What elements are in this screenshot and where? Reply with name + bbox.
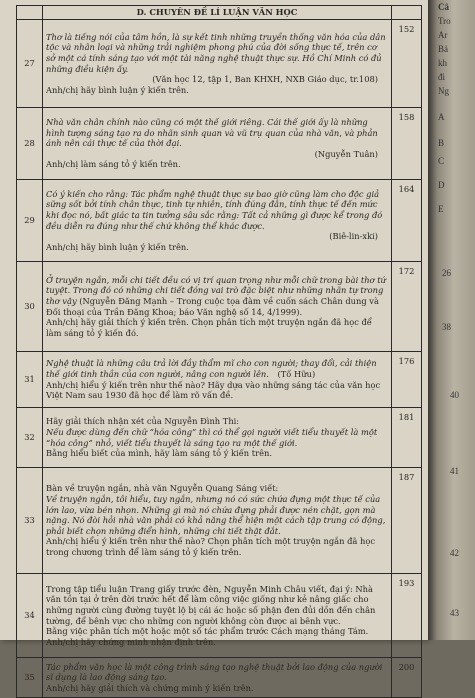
task-text: Anh/chị hãy giải thích và chứng minh ý kiến trên.: [46, 682, 254, 693]
quote-source: (Biê-lin-xki): [329, 231, 378, 242]
row-content: [43, 658, 392, 698]
table-row: [17, 658, 422, 698]
quote-text: Ở truyện ngắn, mỗi chi tiết đều có vị trí quan trọng như mỗi chữ trong bài thơ tứ tuyệt. Trong đó có những chi tiết đóng vai trò đặc biệt như những nhãn tự trong thơ vậy: [46, 274, 386, 306]
adjacent-page-edge: [428, 0, 475, 640]
page-number: 200: [392, 658, 422, 698]
lead-text: Trong tập tiểu luận Trang giấy trước đèn, Nguyễn Minh Châu viết, đại ý: Nhà văn tồn tại ở trên đời trước hết để làm công việc giống như kẻ nâng giấc cho những người cùng đường tuyệt lộ bị cái ác hoặc số phận đen đủi dồn đến chân tường, để bênh vực cho những con người không còn được ai bênh vực.: [46, 583, 376, 626]
adjacent-text-fragment: 41: [450, 466, 459, 476]
table-row: [17, 180, 422, 262]
page-number: 152: [392, 20, 422, 108]
page-number: 158: [392, 108, 422, 180]
adjacent-text-fragment: Ng: [438, 86, 449, 96]
quote-text: Thơ là tiếng nói của tâm hồn, là sự kết tinh những truyền thống văn hóa của dân tộc và nhân loại và những trải nghiệm phong phú của đời sống thực tế, trên cơ sở một cá tính sáng tạo với một tài năng nghệ thuật thực sự. Hồ Chí Minh có đủ những điều kiện ấy.: [46, 31, 386, 74]
quote-text: Về truyện ngắn, tôi hiểu, tuy ngắn, nhưng nó có sức chứa đựng một thực tế của lớn lao, vừa bén nhọn. Những gì mà nó chứa đựng phải được nén chặt, gọn mà nặng. Nó đòi hỏi nhà văn phải có khả năng thể hiện một cách tập trung có động, phải biết chọn những điển hình, những chi tiết thật đắt.: [46, 494, 386, 536]
adjacent-text-fragment: đi: [438, 72, 446, 82]
row-number: 30: [17, 262, 43, 352]
row-content: [43, 574, 392, 658]
page-number: 193: [392, 574, 422, 658]
row-content: [43, 108, 392, 180]
topics-table: [16, 5, 422, 698]
lead-text: Hãy giải thích nhận xét của Nguyễn Đình Thi:: [46, 416, 240, 427]
row-number: 33: [17, 468, 43, 574]
quote-source: (Tố Hữu): [277, 368, 316, 379]
page-number: 172: [392, 262, 422, 352]
adjacent-text-fragment: 38: [442, 322, 451, 332]
adjacent-text-fragment: Ar: [438, 30, 448, 40]
adjacent-text-fragment: E: [438, 204, 444, 214]
quote-source: (Nguyễn Tuân): [314, 148, 378, 159]
lead-text: Bàn về truyện ngắn, nhà văn Nguyễn Quang Sáng viết:: [46, 483, 279, 494]
quote-text: Tác phẩm văn học là một công trình sáng tạo nghệ thuật bởi lao động của người sĩ dụng là lao động sáng tạo.: [46, 661, 383, 683]
adjacent-text-fragment: C: [438, 156, 445, 166]
task-text: Bằng việc phân tích một hoặc một số tác phẩm trước Cách mạng tháng Tám. Anh/chị hãy chứng minh nhận định trên.: [46, 626, 369, 647]
adjacent-text-fragment: Tro: [438, 16, 451, 26]
row-content: [43, 352, 392, 408]
task-text: Anh/chị làm sáng tỏ ý kiến trên.: [46, 159, 181, 170]
quote-source: (Nguyễn Đăng Mạnh – Trong cuộc tọa đàm về cuốn sách Chân dung và Đối thoại của Trần Đăng Khoa; báo Văn nghệ số 14, 4/1999).: [46, 295, 379, 317]
quote-text: Có ý kiến cho rằng: Tác phẩm nghệ thuật thực sự bao giờ cũng làm cho độc giả sững sốt bởi tính chân thực, tinh tự nhiên, tính đúng đắn, tính thực tế đến mức khi đọc nó, bất giác ta tin tưởng sâu sắc rằng: Tất cả những gì được kể trong đó đều diễn ra đúng như thế chứ không thể khác được.: [46, 188, 383, 231]
row-number: 29: [17, 180, 43, 262]
table-row: [17, 352, 422, 408]
adjacent-text-fragment: 26: [442, 268, 451, 278]
table-row: [17, 20, 422, 108]
task-text: Anh/chị hãy giải thích ý kiến trên. Chọn phân tích một truyện ngắn đã học để làm sáng tỏ ý kiến đó.: [46, 317, 372, 338]
row-number: 35: [17, 658, 43, 698]
quote-source: (Văn học 12, tập 1, Ban KHXH, NXB Giáo dục, tr.108): [152, 74, 378, 85]
adjacent-text-fragment: A: [438, 112, 445, 122]
row-number: 31: [17, 352, 43, 408]
page-number: 181: [392, 408, 422, 468]
adjacent-text-fragment: Bả: [438, 44, 448, 54]
row-number: 27: [17, 20, 43, 108]
row-number: 34: [17, 574, 43, 658]
adjacent-text-fragment: 40: [450, 390, 459, 400]
quote-text: Nếu được dùng đến chữ “hóa công” thì có thể gọi người viết tiểu thuyết là một “hóa công” nhỏ, viết tiểu thuyết là sáng tạo ra một thế giới.: [46, 426, 378, 448]
adjacent-text-fragment: Câ: [438, 2, 449, 12]
adjacent-text-fragment: 43: [450, 608, 459, 618]
task-text: Anh/chị hãy bình luận ý kiến trên.: [46, 241, 189, 252]
task-text: Bằng hiểu biết của mình, hãy làm sáng tỏ ý kiến trên.: [46, 448, 272, 459]
row-content: [43, 20, 392, 108]
task-text: Anh/chị hãy bình luận ý kiến trên.: [46, 84, 189, 95]
task-text: Anh/chị hiểu ý kiến trên như thế nào? Chọn phân tích một truyện ngắn đã học trong chương trình để làm sáng tỏ ý kiến trên.: [46, 536, 375, 557]
table-row: [17, 108, 422, 180]
quote-text: Nghệ thuật là những câu trả lời đầy thẩm mĩ cho con người; thay đổi, cải thiện thế giới tinh thần của con người, nâng con người lên.: [46, 358, 377, 379]
row-content: [43, 180, 392, 262]
row-content: [43, 262, 392, 352]
adjacent-text-fragment: D: [438, 180, 445, 190]
quote-text: Nhà văn chân chính nào cũng có một thế giới riêng. Cái thế giới ấy là những hình tượng sáng tạo ra do nhãn sinh quan và vũ trụ quan của nhà văn, và phản ánh nên cái thực tế của thời đại.: [46, 117, 378, 149]
table-row: [17, 262, 422, 352]
page-number: 164: [392, 180, 422, 262]
row-number: 28: [17, 108, 43, 180]
task-text: Anh/chị hiểu ý kiến trên như thế nào? Hãy dựa vào những sáng tác của văn học Việt Nam sau 1930 đã học để làm rõ vấn đề.: [46, 379, 381, 401]
adjacent-text-fragment: 42: [450, 548, 459, 558]
section-title: D. CHUYÊN ĐỀ LÍ LUẬN VĂN HỌC: [43, 6, 392, 20]
adjacent-text-fragment: B: [438, 138, 445, 148]
adjacent-text-fragment: kh: [438, 58, 447, 68]
row-content: [43, 468, 392, 574]
table-header-row: [17, 6, 422, 20]
table-row: [17, 408, 422, 468]
table-row: [17, 574, 422, 658]
page-number: 176: [392, 352, 422, 408]
row-number: 32: [17, 408, 43, 468]
row-content: [43, 408, 392, 468]
page-number: 187: [392, 468, 422, 574]
table-row: [17, 468, 422, 574]
